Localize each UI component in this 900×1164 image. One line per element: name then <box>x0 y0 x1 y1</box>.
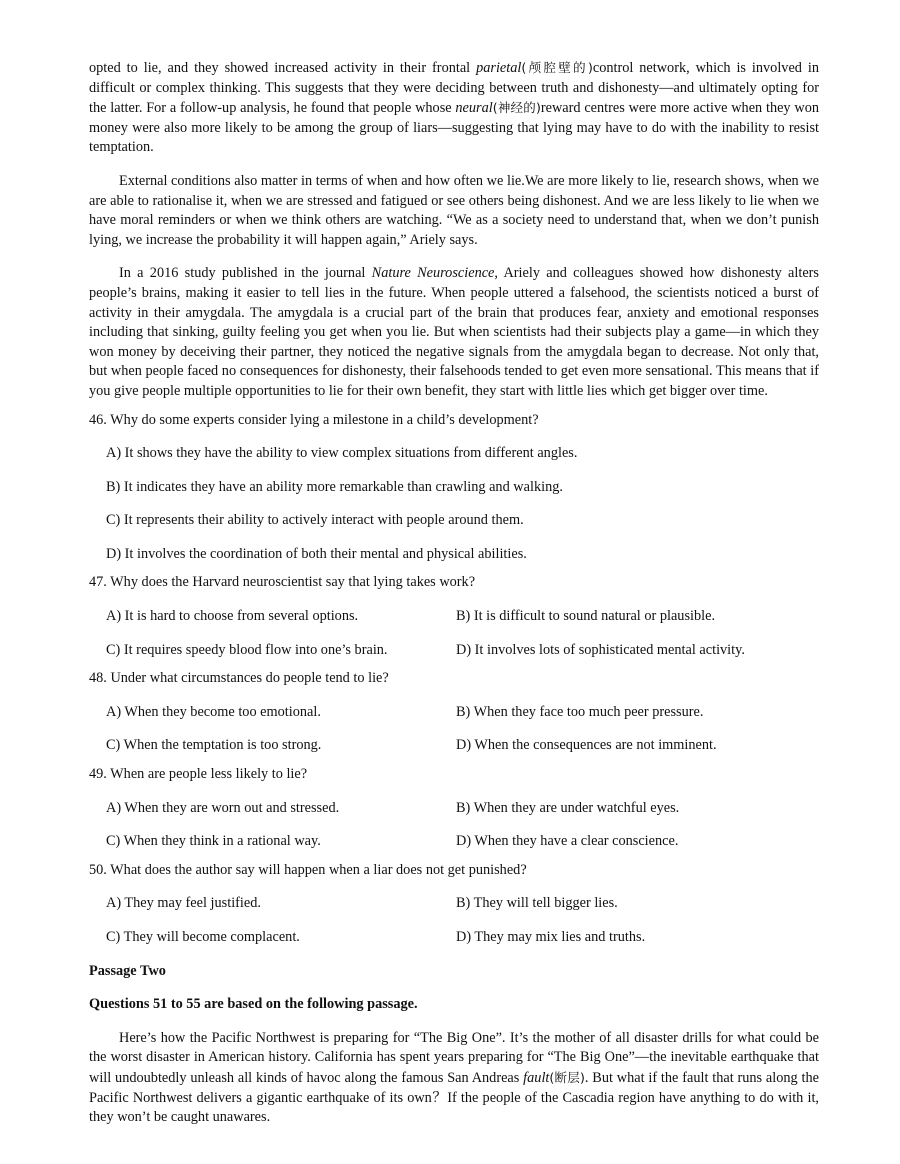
text-run: . But what if the fault that runs along the Pacific Northwest delivers a gigantic earthquake of its own？If the people of the Cascadia region have anything to do with it, they won’t be caught unawares. <box>89 1069 819 1126</box>
option-a: A) It shows they have the ability to view complex situations from different angles. <box>106 445 578 462</box>
option-b: B) They will tell bigger lies. <box>456 895 618 912</box>
option-d: D) When the consequences are not imminent. <box>456 737 717 754</box>
option-d: D) It involves lots of sophisticated mental activity. <box>456 641 745 658</box>
gloss-fault: (断层) <box>549 1069 585 1085</box>
question-stem: 49. When are people less likely to lie? <box>89 766 308 783</box>
text-run: In a 2016 study published in the journal <box>119 265 372 282</box>
option-b: B) When they face too much peer pressure. <box>456 703 704 720</box>
journal-title: Nature Neuroscience <box>371 265 495 282</box>
passage1-paragraph-3 <box>89 264 819 401</box>
option-b: B) It indicates they have an ability more remarkable than crawling and walking. <box>106 478 563 495</box>
question-49 <box>89 765 819 852</box>
term-parietal: parietal <box>476 60 522 76</box>
option-d: D) They may mix lies and truths. <box>456 929 646 945</box>
option-a: A) They may feel justified. <box>106 895 261 912</box>
text-run: reward centres were more active when they won money were also more likely to be among the group of liars—suggesting that lying may have to do with the inability to resist temptation. <box>89 100 819 156</box>
option-d: D) It involves the coordination of both their mental and physical abilities. <box>106 545 527 562</box>
passage2-heading: Passage Two <box>89 962 166 979</box>
question-stem: 46. Why do some experts consider lying a milestone in a child’s development? <box>89 411 539 428</box>
option-c: C) When they think in a rational way. <box>106 833 321 850</box>
term-neural: neural <box>455 100 493 117</box>
option-d: D) When they have a clear conscience. <box>456 833 679 850</box>
term-fault: fault <box>523 1069 550 1086</box>
question-48 <box>89 669 819 756</box>
question-46 <box>89 411 819 565</box>
gloss-parietal: (颅腔壁的) <box>521 60 593 75</box>
passage2-paragraph-1 <box>89 1029 819 1128</box>
option-a: A) When they become too emotional. <box>106 703 321 720</box>
question-stem: 48. Under what circumstances do people tend to lie? <box>89 670 389 687</box>
question-50 <box>89 861 819 948</box>
question-stem: 47. Why does the Harvard neuroscientist say that lying takes work? <box>89 574 476 591</box>
option-c: C) They will become complacent. <box>106 929 300 945</box>
option-a: A) It is hard to choose from several options. <box>106 608 359 625</box>
option-c: C) When the temptation is too strong. <box>106 737 322 754</box>
passage2-instruction: Questions 51 to 55 are based on the following passage. <box>89 996 418 1013</box>
option-a: A) When they are worn out and stressed. <box>106 799 340 816</box>
passage1-paragraph-1 <box>89 58 819 158</box>
gloss-neural: (神经的) <box>492 100 541 116</box>
passage1-paragraph-2: External conditions also matter in terms of when and how often we lie.We are more likely to lie, research shows, when we are able to rationalise it, when we are stressed and fatigued or see others being dishonest. And we are less likely to lie when we have moral reminders or when we think others are watching. “We as a society need to understand that, when we don’t punish lying, we increase the probability it will happen again,” Ariely says. <box>89 172 819 248</box>
text-run: opted to lie, and they showed increased activity in their frontal <box>89 60 477 76</box>
exam-page <box>89 58 819 1128</box>
text-run: Here’s how the Pacific Northwest is preparing for “The Big One”. It’s the mother of all disaster drills for what could be the worst disaster in American history. California has spent years preparing for “The Big One”—the inevitable earthquake that will undoubtedly unleash all kinds of havoc along the famous San Andreas <box>89 1029 819 1086</box>
text-run: control network, which is involved in difficult or complex thinking. This suggests that they were deciding between truth and dishonesty—and ultimately opting for the latter. For a follow-up analysis, he found that people whose <box>89 60 819 117</box>
question-47 <box>89 573 819 660</box>
text-run: , Ariely and colleagues showed how dishonesty alters people’s brains, making it easier to tell lies in the future. When people uttered a falsehood, the scientists noticed a burst of activity in their amygdala. The amygdala is a crucial part of the brain that produces fear, anxiety and emotional responses including that sinking, guilty feeling you get when you lie. But when scientists had their subjects play a game—in which they won money by deceiving their partner, they noticed the negative signals from the amygdala began to decrease. Not only that, but when people faced no consequences for dishonesty, their falsehoods tended to get even more sensational. This means that if you give people multiple opportunities to lie for their own benefit, they start with little lies which get bigger over time. <box>89 265 819 399</box>
option-b: B) It is difficult to sound natural or plausible. <box>456 608 716 625</box>
option-c: C) It requires speedy blood flow into one’s brain. <box>106 641 388 658</box>
option-c: C) It represents their ability to actively interact with people around them. <box>106 512 524 529</box>
option-b: B) When they are under watchful eyes. <box>456 799 680 816</box>
question-stem: 50. What does the author say will happen when a liar does not get punished? <box>89 861 527 878</box>
